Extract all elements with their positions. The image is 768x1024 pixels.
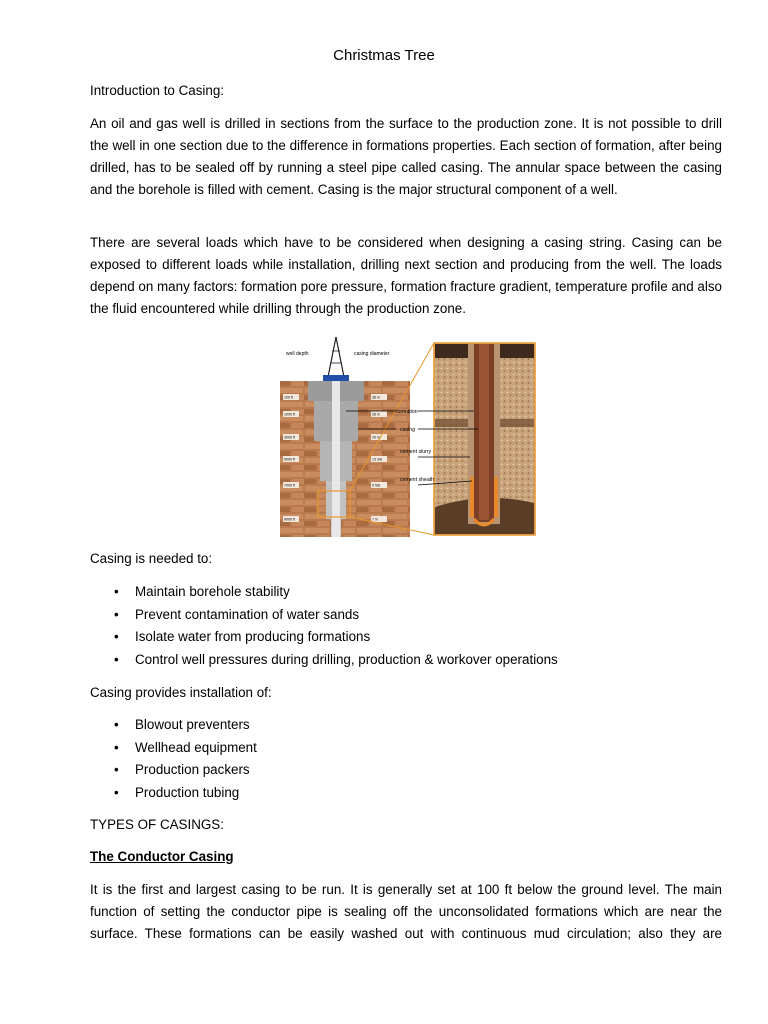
casing-closeup bbox=[434, 343, 535, 535]
svg-text:formation: formation bbox=[396, 409, 418, 415]
bullet-icon: • bbox=[114, 784, 119, 800]
svg-text:36 in: 36 in bbox=[372, 395, 380, 400]
paragraph-conductor-line-1: It is the first and largest casing to be run. It is generally set at 100 ft below the ground level. The main bbox=[90, 882, 722, 897]
needed-list bbox=[90, 581, 558, 671]
list-item: • Control well pressures during drilling, production & workover operations bbox=[90, 649, 558, 672]
svg-text:26 in: 26 in bbox=[372, 412, 380, 417]
svg-text:9 5/8: 9 5/8 bbox=[372, 483, 380, 488]
svg-text:1000 ft: 1000 ft bbox=[284, 412, 295, 417]
svg-text:well depth: well depth bbox=[286, 351, 309, 357]
provides-list bbox=[90, 714, 257, 804]
list-item: • Wellhead equipment bbox=[90, 737, 257, 760]
svg-text:100 ft: 100 ft bbox=[284, 395, 293, 400]
bullet-icon: • bbox=[114, 606, 119, 622]
svg-text:casing diameter: casing diameter bbox=[354, 351, 390, 357]
svg-text:20 in: 20 in bbox=[372, 435, 380, 440]
list-item: • Production packers bbox=[90, 759, 257, 782]
paragraph-conductor-line-3: surface. These formations can be easily washed out with continuous mud circulation; also they are bbox=[90, 926, 722, 941]
bullet-icon: • bbox=[114, 584, 119, 599]
types-heading: TYPES OF CASINGS: bbox=[90, 817, 224, 832]
paragraph-casing-intro: An oil and gas well is drilled in sections from the surface to the production zone. It is not possible to drill the well in one section due to the difference in formations properties. Each section of formation, after being drilled, has to be sealed off by running a steel pipe called casing. The annular space between the casing and the borehole is filled with cement. Casing is the major structural component of a well. bbox=[90, 116, 722, 197]
svg-text:7000 ft: 7000 ft bbox=[284, 483, 295, 488]
svg-text:3000 ft: 3000 ft bbox=[284, 435, 295, 440]
intro-heading: Introduction to Casing: bbox=[90, 83, 224, 98]
bullet-icon: • bbox=[114, 739, 119, 755]
needed-heading: Casing is needed to: bbox=[90, 551, 213, 566]
svg-text:7 in: 7 in bbox=[372, 517, 378, 522]
bullet-icon: • bbox=[114, 629, 119, 645]
svg-text:casing: casing bbox=[400, 427, 415, 433]
bullet-icon: • bbox=[114, 762, 119, 778]
list-item: • Isolate water from producing formations bbox=[90, 626, 558, 649]
casing-diagram-figure bbox=[278, 331, 536, 537]
svg-text:cement slurry: cement slurry bbox=[400, 449, 432, 455]
bullet-icon: • bbox=[114, 651, 119, 667]
svg-text:13 3/8: 13 3/8 bbox=[372, 457, 382, 462]
list-item: • Prevent contamination of water sands bbox=[90, 604, 558, 627]
provides-heading: Casing provides installation of: bbox=[90, 685, 272, 700]
svg-text:cement sheath: cement sheath bbox=[400, 477, 435, 483]
paragraph-conductor-line-2: function of setting the conductor pipe is sealing off the unconsolidated formations which are near the bbox=[90, 904, 722, 919]
paragraph-casing-loads: There are several loads which have to be considered when designing a casing string. Casing can be exposed to different loads while installation, drilling next section and producing from the well. The loads depend on many factors: formation pore pressure, formation fracture gradient, temperature profile and also the fluid encountered while drilling through the production zone. bbox=[90, 235, 722, 316]
svg-text:9000 ft: 9000 ft bbox=[284, 517, 295, 522]
list-item: • Production tubing bbox=[90, 782, 257, 805]
list-item: • Blowout preventers bbox=[90, 714, 257, 737]
list-item: • Maintain borehole stability bbox=[90, 581, 558, 604]
bullet-icon: • bbox=[114, 717, 119, 732]
svg-text:5000 ft: 5000 ft bbox=[284, 457, 295, 462]
document-title: Christmas Tree bbox=[333, 47, 435, 64]
conductor-heading: The Conductor Casing bbox=[90, 849, 234, 864]
